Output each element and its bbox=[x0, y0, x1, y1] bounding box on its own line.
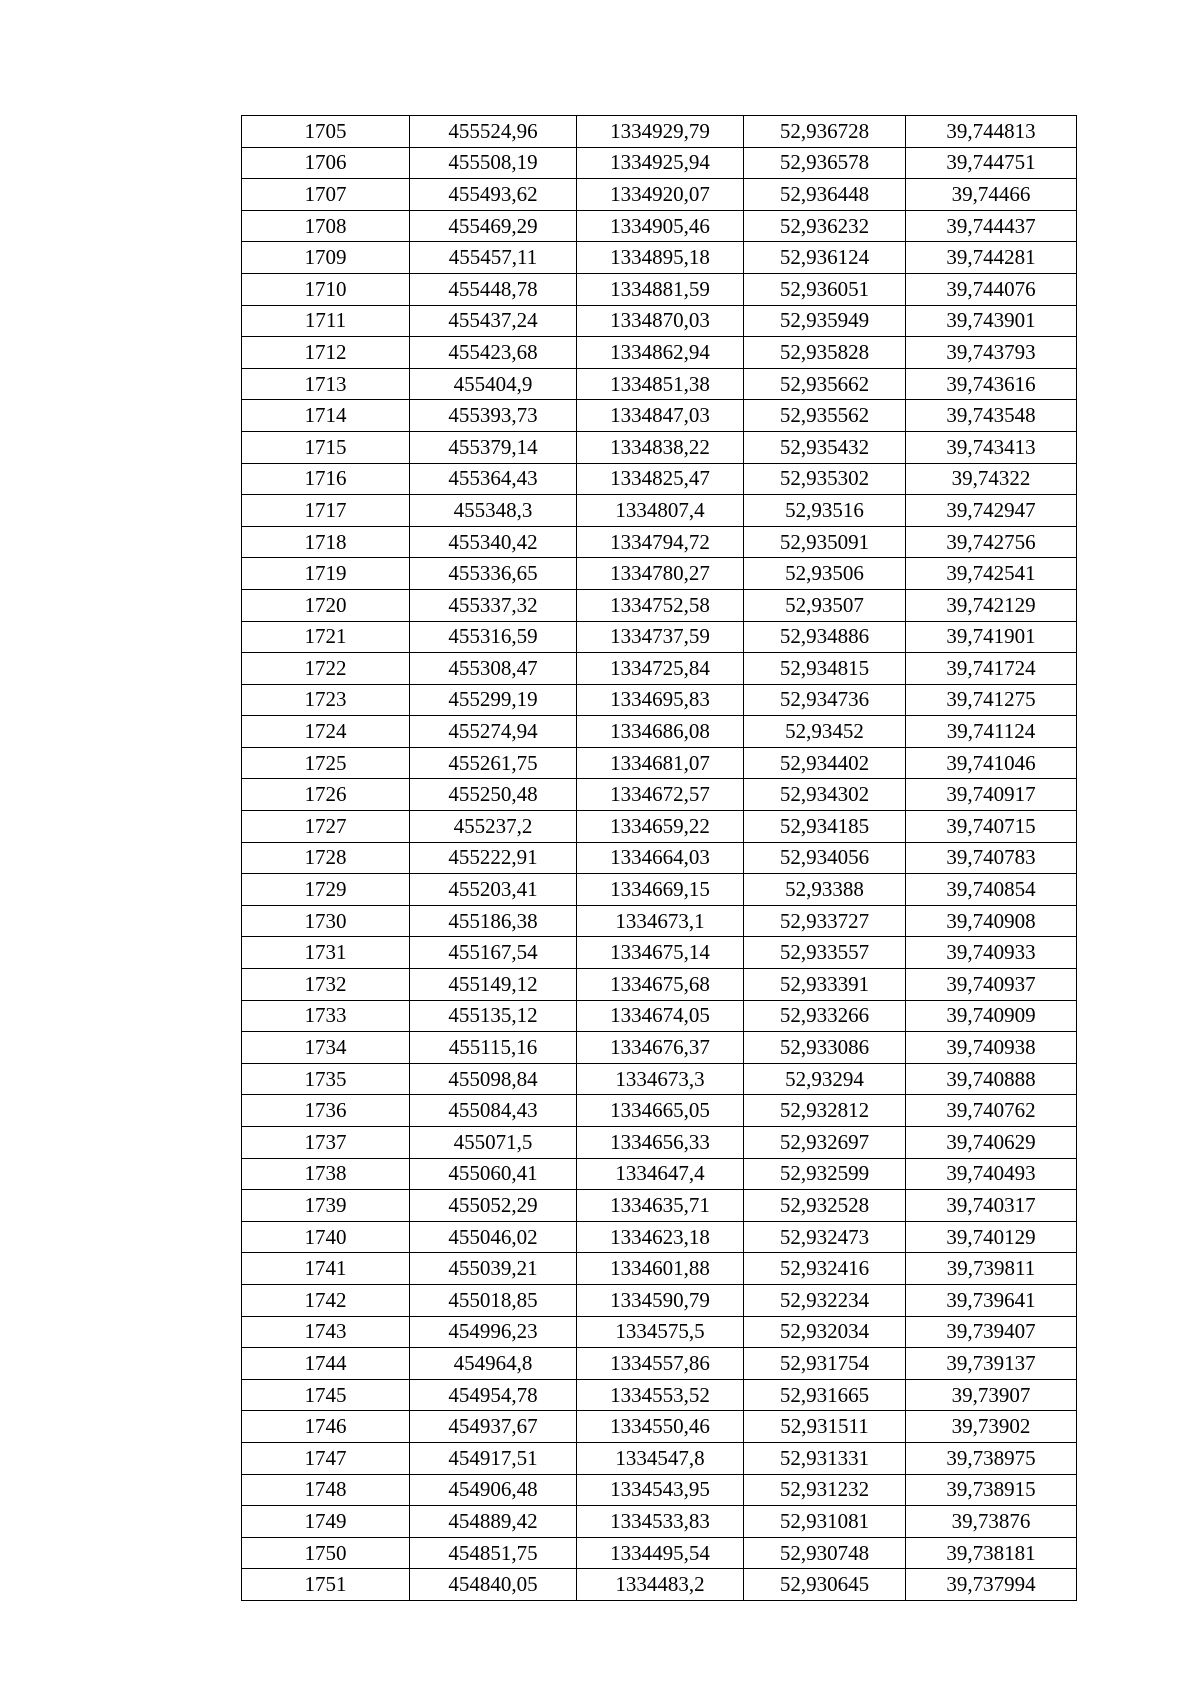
y-coordinate-cell: 1334794,72 bbox=[577, 526, 744, 558]
table-row bbox=[242, 526, 1077, 558]
table-row bbox=[242, 1379, 1077, 1411]
point-number-cell: 1742 bbox=[242, 1284, 410, 1316]
coordinates-table bbox=[241, 115, 1077, 1601]
table-row bbox=[242, 747, 1077, 779]
table-row bbox=[242, 1063, 1077, 1095]
table-row bbox=[242, 811, 1077, 843]
latitude-cell: 52,93452 bbox=[744, 716, 906, 748]
point-number-cell: 1732 bbox=[242, 969, 410, 1001]
x-coordinate-cell: 455115,16 bbox=[410, 1032, 577, 1064]
point-number-cell: 1739 bbox=[242, 1190, 410, 1222]
longitude-cell: 39,738181 bbox=[906, 1537, 1077, 1569]
x-coordinate-cell: 455340,42 bbox=[410, 526, 577, 558]
table-row bbox=[242, 1127, 1077, 1159]
longitude-cell: 39,741124 bbox=[906, 716, 1077, 748]
x-coordinate-cell: 454906,48 bbox=[410, 1474, 577, 1506]
y-coordinate-cell: 1334895,18 bbox=[577, 242, 744, 274]
y-coordinate-cell: 1334851,38 bbox=[577, 368, 744, 400]
point-number-cell: 1731 bbox=[242, 937, 410, 969]
latitude-cell: 52,930645 bbox=[744, 1569, 906, 1601]
table-row bbox=[242, 463, 1077, 495]
table-row bbox=[242, 242, 1077, 274]
table-row bbox=[242, 905, 1077, 937]
x-coordinate-cell: 454851,75 bbox=[410, 1537, 577, 1569]
longitude-cell: 39,744813 bbox=[906, 116, 1077, 148]
latitude-cell: 52,932416 bbox=[744, 1253, 906, 1285]
table-row bbox=[242, 1316, 1077, 1348]
y-coordinate-cell: 1334838,22 bbox=[577, 431, 744, 463]
longitude-cell: 39,743616 bbox=[906, 368, 1077, 400]
point-number-cell: 1734 bbox=[242, 1032, 410, 1064]
point-number-cell: 1717 bbox=[242, 495, 410, 527]
point-number-cell: 1735 bbox=[242, 1063, 410, 1095]
y-coordinate-cell: 1334681,07 bbox=[577, 747, 744, 779]
longitude-cell: 39,743413 bbox=[906, 431, 1077, 463]
y-coordinate-cell: 1334495,54 bbox=[577, 1537, 744, 1569]
longitude-cell: 39,74322 bbox=[906, 463, 1077, 495]
longitude-cell: 39,740629 bbox=[906, 1127, 1077, 1159]
x-coordinate-cell: 455071,5 bbox=[410, 1127, 577, 1159]
latitude-cell: 52,93294 bbox=[744, 1063, 906, 1095]
point-number-cell: 1737 bbox=[242, 1127, 410, 1159]
y-coordinate-cell: 1334664,03 bbox=[577, 842, 744, 874]
point-number-cell: 1730 bbox=[242, 905, 410, 937]
table-row bbox=[242, 1190, 1077, 1222]
x-coordinate-cell: 454964,8 bbox=[410, 1348, 577, 1380]
x-coordinate-cell: 455493,62 bbox=[410, 179, 577, 211]
latitude-cell: 52,935302 bbox=[744, 463, 906, 495]
latitude-cell: 52,932034 bbox=[744, 1316, 906, 1348]
table-row bbox=[242, 937, 1077, 969]
table-row bbox=[242, 400, 1077, 432]
longitude-cell: 39,74466 bbox=[906, 179, 1077, 211]
x-coordinate-cell: 455404,9 bbox=[410, 368, 577, 400]
latitude-cell: 52,93506 bbox=[744, 558, 906, 590]
point-number-cell: 1726 bbox=[242, 779, 410, 811]
point-number-cell: 1705 bbox=[242, 116, 410, 148]
longitude-cell: 39,737994 bbox=[906, 1569, 1077, 1601]
y-coordinate-cell: 1334675,14 bbox=[577, 937, 744, 969]
point-number-cell: 1716 bbox=[242, 463, 410, 495]
x-coordinate-cell: 455046,02 bbox=[410, 1221, 577, 1253]
point-number-cell: 1722 bbox=[242, 653, 410, 685]
y-coordinate-cell: 1334547,8 bbox=[577, 1442, 744, 1474]
latitude-cell: 52,932812 bbox=[744, 1095, 906, 1127]
y-coordinate-cell: 1334737,59 bbox=[577, 621, 744, 653]
latitude-cell: 52,936124 bbox=[744, 242, 906, 274]
x-coordinate-cell: 455364,43 bbox=[410, 463, 577, 495]
point-number-cell: 1710 bbox=[242, 273, 410, 305]
y-coordinate-cell: 1334543,95 bbox=[577, 1474, 744, 1506]
point-number-cell: 1718 bbox=[242, 526, 410, 558]
latitude-cell: 52,935949 bbox=[744, 305, 906, 337]
latitude-cell: 52,935432 bbox=[744, 431, 906, 463]
x-coordinate-cell: 455167,54 bbox=[410, 937, 577, 969]
point-number-cell: 1733 bbox=[242, 1000, 410, 1032]
x-coordinate-cell: 455336,65 bbox=[410, 558, 577, 590]
longitude-cell: 39,739407 bbox=[906, 1316, 1077, 1348]
point-number-cell: 1724 bbox=[242, 716, 410, 748]
table-row bbox=[242, 1158, 1077, 1190]
x-coordinate-cell: 455437,24 bbox=[410, 305, 577, 337]
table-row bbox=[242, 147, 1077, 179]
longitude-cell: 39,741275 bbox=[906, 684, 1077, 716]
longitude-cell: 39,744751 bbox=[906, 147, 1077, 179]
x-coordinate-cell: 455222,91 bbox=[410, 842, 577, 874]
latitude-cell: 52,933086 bbox=[744, 1032, 906, 1064]
latitude-cell: 52,932528 bbox=[744, 1190, 906, 1222]
point-number-cell: 1721 bbox=[242, 621, 410, 653]
x-coordinate-cell: 455469,29 bbox=[410, 210, 577, 242]
x-coordinate-cell: 455316,59 bbox=[410, 621, 577, 653]
table-row bbox=[242, 1221, 1077, 1253]
point-number-cell: 1745 bbox=[242, 1379, 410, 1411]
x-coordinate-cell: 455457,11 bbox=[410, 242, 577, 274]
table-row bbox=[242, 495, 1077, 527]
x-coordinate-cell: 455039,21 bbox=[410, 1253, 577, 1285]
latitude-cell: 52,935828 bbox=[744, 337, 906, 369]
y-coordinate-cell: 1334905,46 bbox=[577, 210, 744, 242]
latitude-cell: 52,935091 bbox=[744, 526, 906, 558]
longitude-cell: 39,741046 bbox=[906, 747, 1077, 779]
y-coordinate-cell: 1334635,71 bbox=[577, 1190, 744, 1222]
longitude-cell: 39,744281 bbox=[906, 242, 1077, 274]
table-row bbox=[242, 116, 1077, 148]
longitude-cell: 39,740917 bbox=[906, 779, 1077, 811]
table-row bbox=[242, 716, 1077, 748]
x-coordinate-cell: 455149,12 bbox=[410, 969, 577, 1001]
y-coordinate-cell: 1334656,33 bbox=[577, 1127, 744, 1159]
longitude-cell: 39,740908 bbox=[906, 905, 1077, 937]
point-number-cell: 1715 bbox=[242, 431, 410, 463]
x-coordinate-cell: 454954,78 bbox=[410, 1379, 577, 1411]
y-coordinate-cell: 1334825,47 bbox=[577, 463, 744, 495]
y-coordinate-cell: 1334575,5 bbox=[577, 1316, 744, 1348]
y-coordinate-cell: 1334557,86 bbox=[577, 1348, 744, 1380]
latitude-cell: 52,936051 bbox=[744, 273, 906, 305]
latitude-cell: 52,936448 bbox=[744, 179, 906, 211]
x-coordinate-cell: 455448,78 bbox=[410, 273, 577, 305]
y-coordinate-cell: 1334669,15 bbox=[577, 874, 744, 906]
point-number-cell: 1706 bbox=[242, 147, 410, 179]
point-number-cell: 1720 bbox=[242, 589, 410, 621]
point-number-cell: 1711 bbox=[242, 305, 410, 337]
x-coordinate-cell: 455261,75 bbox=[410, 747, 577, 779]
latitude-cell: 52,936232 bbox=[744, 210, 906, 242]
x-coordinate-cell: 455060,41 bbox=[410, 1158, 577, 1190]
point-number-cell: 1749 bbox=[242, 1506, 410, 1538]
y-coordinate-cell: 1334673,1 bbox=[577, 905, 744, 937]
longitude-cell: 39,740933 bbox=[906, 937, 1077, 969]
x-coordinate-cell: 455052,29 bbox=[410, 1190, 577, 1222]
y-coordinate-cell: 1334920,07 bbox=[577, 179, 744, 211]
x-coordinate-cell: 455084,43 bbox=[410, 1095, 577, 1127]
latitude-cell: 52,934736 bbox=[744, 684, 906, 716]
x-coordinate-cell: 455186,38 bbox=[410, 905, 577, 937]
point-number-cell: 1727 bbox=[242, 811, 410, 843]
point-number-cell: 1747 bbox=[242, 1442, 410, 1474]
table-row bbox=[242, 621, 1077, 653]
latitude-cell: 52,934185 bbox=[744, 811, 906, 843]
longitude-cell: 39,739137 bbox=[906, 1348, 1077, 1380]
x-coordinate-cell: 455337,32 bbox=[410, 589, 577, 621]
point-number-cell: 1729 bbox=[242, 874, 410, 906]
longitude-cell: 39,740317 bbox=[906, 1190, 1077, 1222]
longitude-cell: 39,740909 bbox=[906, 1000, 1077, 1032]
point-number-cell: 1709 bbox=[242, 242, 410, 274]
y-coordinate-cell: 1334665,05 bbox=[577, 1095, 744, 1127]
table-row bbox=[242, 1474, 1077, 1506]
point-number-cell: 1725 bbox=[242, 747, 410, 779]
point-number-cell: 1743 bbox=[242, 1316, 410, 1348]
table-row bbox=[242, 842, 1077, 874]
longitude-cell: 39,744437 bbox=[906, 210, 1077, 242]
latitude-cell: 52,93507 bbox=[744, 589, 906, 621]
latitude-cell: 52,931081 bbox=[744, 1506, 906, 1538]
latitude-cell: 52,931511 bbox=[744, 1411, 906, 1443]
x-coordinate-cell: 455250,48 bbox=[410, 779, 577, 811]
longitude-cell: 39,740888 bbox=[906, 1063, 1077, 1095]
longitude-cell: 39,740854 bbox=[906, 874, 1077, 906]
y-coordinate-cell: 1334870,03 bbox=[577, 305, 744, 337]
y-coordinate-cell: 1334847,03 bbox=[577, 400, 744, 432]
table-row bbox=[242, 431, 1077, 463]
longitude-cell: 39,73902 bbox=[906, 1411, 1077, 1443]
y-coordinate-cell: 1334929,79 bbox=[577, 116, 744, 148]
table-row bbox=[242, 653, 1077, 685]
x-coordinate-cell: 455299,19 bbox=[410, 684, 577, 716]
y-coordinate-cell: 1334881,59 bbox=[577, 273, 744, 305]
latitude-cell: 52,933391 bbox=[744, 969, 906, 1001]
y-coordinate-cell: 1334675,68 bbox=[577, 969, 744, 1001]
longitude-cell: 39,73907 bbox=[906, 1379, 1077, 1411]
latitude-cell: 52,931232 bbox=[744, 1474, 906, 1506]
longitude-cell: 39,740937 bbox=[906, 969, 1077, 1001]
x-coordinate-cell: 455203,41 bbox=[410, 874, 577, 906]
y-coordinate-cell: 1334807,4 bbox=[577, 495, 744, 527]
point-number-cell: 1719 bbox=[242, 558, 410, 590]
latitude-cell: 52,935562 bbox=[744, 400, 906, 432]
y-coordinate-cell: 1334553,52 bbox=[577, 1379, 744, 1411]
y-coordinate-cell: 1334623,18 bbox=[577, 1221, 744, 1253]
table-row bbox=[242, 1442, 1077, 1474]
longitude-cell: 39,740715 bbox=[906, 811, 1077, 843]
point-number-cell: 1738 bbox=[242, 1158, 410, 1190]
latitude-cell: 52,93388 bbox=[744, 874, 906, 906]
longitude-cell: 39,742756 bbox=[906, 526, 1077, 558]
x-coordinate-cell: 455274,94 bbox=[410, 716, 577, 748]
x-coordinate-cell: 455098,84 bbox=[410, 1063, 577, 1095]
point-number-cell: 1736 bbox=[242, 1095, 410, 1127]
table-row bbox=[242, 1284, 1077, 1316]
table-row bbox=[242, 1537, 1077, 1569]
longitude-cell: 39,742541 bbox=[906, 558, 1077, 590]
point-number-cell: 1740 bbox=[242, 1221, 410, 1253]
latitude-cell: 52,934302 bbox=[744, 779, 906, 811]
table-row bbox=[242, 589, 1077, 621]
y-coordinate-cell: 1334673,3 bbox=[577, 1063, 744, 1095]
point-number-cell: 1714 bbox=[242, 400, 410, 432]
y-coordinate-cell: 1334590,79 bbox=[577, 1284, 744, 1316]
x-coordinate-cell: 455508,19 bbox=[410, 147, 577, 179]
y-coordinate-cell: 1334925,94 bbox=[577, 147, 744, 179]
longitude-cell: 39,738915 bbox=[906, 1474, 1077, 1506]
latitude-cell: 52,931331 bbox=[744, 1442, 906, 1474]
y-coordinate-cell: 1334780,27 bbox=[577, 558, 744, 590]
table-row bbox=[242, 273, 1077, 305]
longitude-cell: 39,743548 bbox=[906, 400, 1077, 432]
point-number-cell: 1707 bbox=[242, 179, 410, 211]
y-coordinate-cell: 1334676,37 bbox=[577, 1032, 744, 1064]
x-coordinate-cell: 455237,2 bbox=[410, 811, 577, 843]
longitude-cell: 39,740783 bbox=[906, 842, 1077, 874]
x-coordinate-cell: 455018,85 bbox=[410, 1284, 577, 1316]
longitude-cell: 39,743793 bbox=[906, 337, 1077, 369]
x-coordinate-cell: 455135,12 bbox=[410, 1000, 577, 1032]
latitude-cell: 52,931665 bbox=[744, 1379, 906, 1411]
table-row bbox=[242, 684, 1077, 716]
longitude-cell: 39,740493 bbox=[906, 1158, 1077, 1190]
longitude-cell: 39,743901 bbox=[906, 305, 1077, 337]
latitude-cell: 52,934815 bbox=[744, 653, 906, 685]
y-coordinate-cell: 1334695,83 bbox=[577, 684, 744, 716]
latitude-cell: 52,936728 bbox=[744, 116, 906, 148]
latitude-cell: 52,93516 bbox=[744, 495, 906, 527]
y-coordinate-cell: 1334550,46 bbox=[577, 1411, 744, 1443]
x-coordinate-cell: 455348,3 bbox=[410, 495, 577, 527]
longitude-cell: 39,73876 bbox=[906, 1506, 1077, 1538]
latitude-cell: 52,933557 bbox=[744, 937, 906, 969]
latitude-cell: 52,933266 bbox=[744, 1000, 906, 1032]
x-coordinate-cell: 454889,42 bbox=[410, 1506, 577, 1538]
point-number-cell: 1748 bbox=[242, 1474, 410, 1506]
longitude-cell: 39,740762 bbox=[906, 1095, 1077, 1127]
y-coordinate-cell: 1334659,22 bbox=[577, 811, 744, 843]
latitude-cell: 52,933727 bbox=[744, 905, 906, 937]
y-coordinate-cell: 1334672,57 bbox=[577, 779, 744, 811]
x-coordinate-cell: 454937,67 bbox=[410, 1411, 577, 1443]
latitude-cell: 52,932697 bbox=[744, 1127, 906, 1159]
longitude-cell: 39,741724 bbox=[906, 653, 1077, 685]
coordinates-table-body bbox=[242, 116, 1077, 1601]
latitude-cell: 52,936578 bbox=[744, 147, 906, 179]
point-number-cell: 1744 bbox=[242, 1348, 410, 1380]
latitude-cell: 52,932234 bbox=[744, 1284, 906, 1316]
table-row bbox=[242, 210, 1077, 242]
x-coordinate-cell: 455423,68 bbox=[410, 337, 577, 369]
x-coordinate-cell: 454840,05 bbox=[410, 1569, 577, 1601]
table-row bbox=[242, 1348, 1077, 1380]
latitude-cell: 52,932473 bbox=[744, 1221, 906, 1253]
y-coordinate-cell: 1334647,4 bbox=[577, 1158, 744, 1190]
table-row bbox=[242, 874, 1077, 906]
point-number-cell: 1741 bbox=[242, 1253, 410, 1285]
longitude-cell: 39,739641 bbox=[906, 1284, 1077, 1316]
latitude-cell: 52,934402 bbox=[744, 747, 906, 779]
x-coordinate-cell: 454917,51 bbox=[410, 1442, 577, 1474]
y-coordinate-cell: 1334674,05 bbox=[577, 1000, 744, 1032]
point-number-cell: 1750 bbox=[242, 1537, 410, 1569]
table-row bbox=[242, 1095, 1077, 1127]
point-number-cell: 1708 bbox=[242, 210, 410, 242]
x-coordinate-cell: 455379,14 bbox=[410, 431, 577, 463]
point-number-cell: 1728 bbox=[242, 842, 410, 874]
latitude-cell: 52,934886 bbox=[744, 621, 906, 653]
longitude-cell: 39,740129 bbox=[906, 1221, 1077, 1253]
table-row bbox=[242, 558, 1077, 590]
table-row bbox=[242, 779, 1077, 811]
x-coordinate-cell: 455524,96 bbox=[410, 116, 577, 148]
table-row bbox=[242, 368, 1077, 400]
y-coordinate-cell: 1334752,58 bbox=[577, 589, 744, 621]
point-number-cell: 1746 bbox=[242, 1411, 410, 1443]
table-row bbox=[242, 1506, 1077, 1538]
table-row bbox=[242, 1569, 1077, 1601]
table-row bbox=[242, 337, 1077, 369]
longitude-cell: 39,738975 bbox=[906, 1442, 1077, 1474]
table-row bbox=[242, 1032, 1077, 1064]
y-coordinate-cell: 1334686,08 bbox=[577, 716, 744, 748]
point-number-cell: 1712 bbox=[242, 337, 410, 369]
y-coordinate-cell: 1334601,88 bbox=[577, 1253, 744, 1285]
longitude-cell: 39,739811 bbox=[906, 1253, 1077, 1285]
longitude-cell: 39,742129 bbox=[906, 589, 1077, 621]
table-row bbox=[242, 1000, 1077, 1032]
latitude-cell: 52,935662 bbox=[744, 368, 906, 400]
point-number-cell: 1713 bbox=[242, 368, 410, 400]
point-number-cell: 1723 bbox=[242, 684, 410, 716]
longitude-cell: 39,741901 bbox=[906, 621, 1077, 653]
latitude-cell: 52,931754 bbox=[744, 1348, 906, 1380]
x-coordinate-cell: 455393,73 bbox=[410, 400, 577, 432]
table-row bbox=[242, 1411, 1077, 1443]
latitude-cell: 52,930748 bbox=[744, 1537, 906, 1569]
point-number-cell: 1751 bbox=[242, 1569, 410, 1601]
table-row bbox=[242, 305, 1077, 337]
y-coordinate-cell: 1334725,84 bbox=[577, 653, 744, 685]
latitude-cell: 52,932599 bbox=[744, 1158, 906, 1190]
longitude-cell: 39,740938 bbox=[906, 1032, 1077, 1064]
table-row bbox=[242, 179, 1077, 211]
y-coordinate-cell: 1334483,2 bbox=[577, 1569, 744, 1601]
longitude-cell: 39,742947 bbox=[906, 495, 1077, 527]
y-coordinate-cell: 1334862,94 bbox=[577, 337, 744, 369]
table-row bbox=[242, 1253, 1077, 1285]
table-row bbox=[242, 969, 1077, 1001]
x-coordinate-cell: 454996,23 bbox=[410, 1316, 577, 1348]
longitude-cell: 39,744076 bbox=[906, 273, 1077, 305]
y-coordinate-cell: 1334533,83 bbox=[577, 1506, 744, 1538]
x-coordinate-cell: 455308,47 bbox=[410, 653, 577, 685]
latitude-cell: 52,934056 bbox=[744, 842, 906, 874]
